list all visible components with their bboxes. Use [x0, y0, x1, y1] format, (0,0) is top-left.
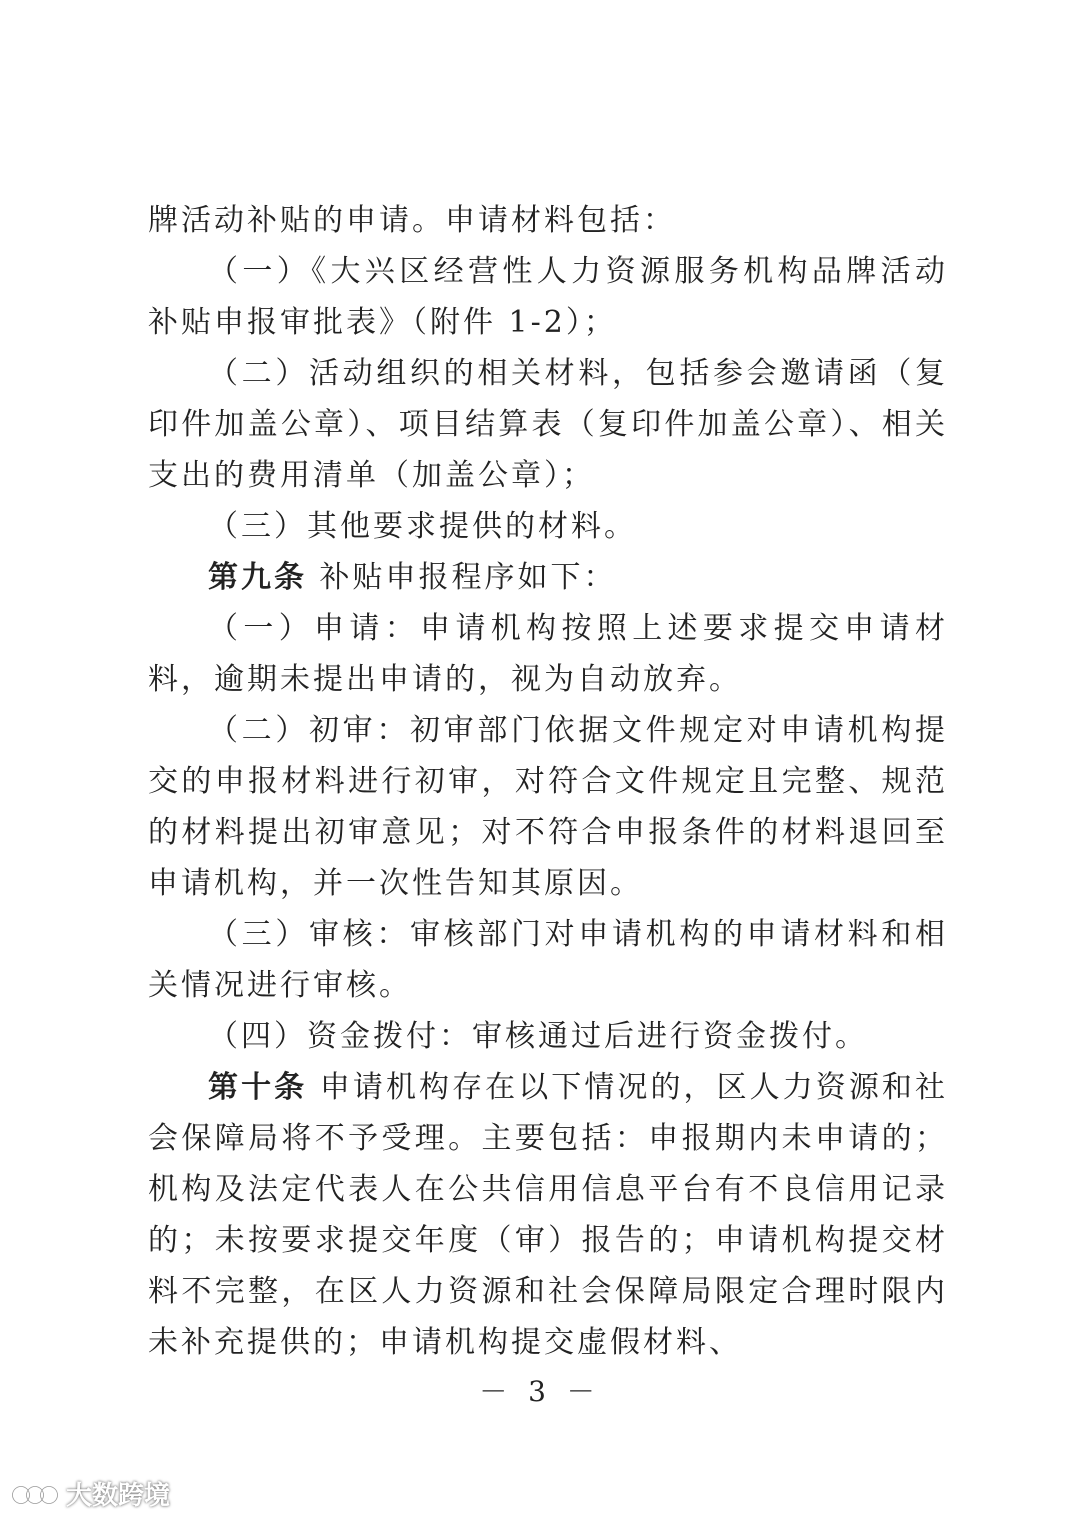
article-10 — [148, 1062, 948, 1368]
procedure-step-review: （三）审核：审核部门对申请机构的申请材料和相关情况进行审核。 — [148, 917, 948, 1003]
document-body — [148, 195, 948, 1368]
page-number: － 3 － — [479, 1375, 601, 1408]
procedure-step-payment: （四）资金拨付：审核通过后进行资金拨付。 — [208, 1019, 868, 1054]
paragraph-item-3: （三）其他要求提供的材料。 — [208, 509, 637, 544]
article-9-text: 补贴申报程序如下： — [319, 560, 617, 595]
procedure-step-apply: （一）申请：申请机构按照上述要求提交申请材料，逾期未提出申请的，视为自动放弃。 — [148, 611, 948, 697]
paragraph-item-2: （二）活动组织的相关材料，包括参会邀请函（复印件加盖公章）、项目结算表（复印件加盖公章）、相关支出的费用清单（加盖公章）； — [148, 356, 948, 493]
article-9 — [148, 552, 948, 603]
watermark-text: 大数跨境 — [66, 1481, 171, 1511]
paragraph-item-1: （一）《大兴区经营性人力资源服务机构品牌活动补贴申报审批表》（附件 1-2）； — [148, 254, 948, 340]
watermark — [12, 1475, 170, 1512]
dashuju-logo-icon — [12, 1479, 58, 1509]
paragraph-continuation: 牌活动补贴的申请。申请材料包括： — [148, 203, 676, 238]
article-10-text: 申请机构存在以下情况的，区人力资源和社会保障局将不予受理。主要包括：申报期内未申请的；机构及法定代表人在公共信用信息平台有不良信用记录的；未按要求提交年度（审）报告的；申请机构提交材料不完整，在区人力资源和社会保障局限定合理时限内未补充提供的；申请机构提交虚假材料、 — [148, 1070, 949, 1360]
procedure-step-initial-review: （二）初审：初审部门依据文件规定对申请机构提交的申报材料进行初审，对符合文件规定且完整、规范的材料提出初审意见；对不符合申报条件的材料退回至申请机构，并一次性告知其原因。 — [148, 713, 948, 901]
article-9-label: 第九条 — [208, 560, 307, 595]
article-10-label: 第十条 — [208, 1070, 308, 1105]
